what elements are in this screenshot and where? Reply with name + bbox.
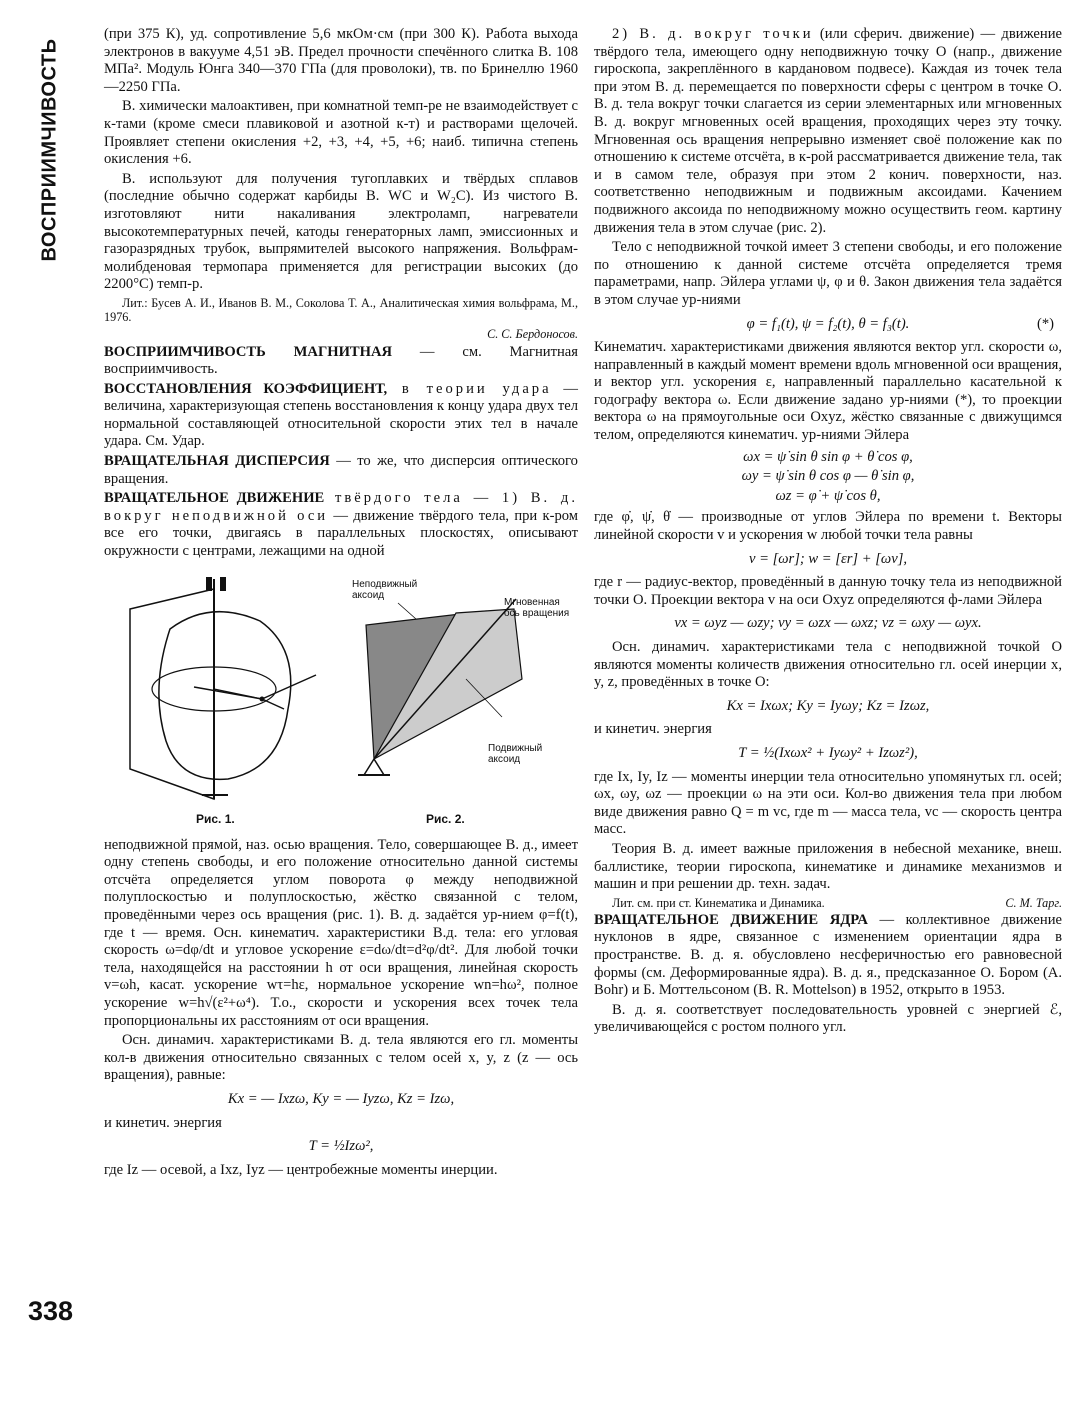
paragraph — [594, 26, 1062, 237]
literature-note: Лит.: Бусев А. И., Иванов В. М., Соколова Т. А., Аналитическая химия вольфрама, М., 1976. — [104, 295, 578, 324]
entry-spaced-text: 2) В. д. вокруг точки — [612, 26, 814, 42]
paragraph: (при 375 К), уд. сопротивление 5,6 мкОм·см (при 300 К). Работа выхода электронов в вакууме 4,51 эВ. Предел прочности спечённого слитка В. 108 МПа². Модуль Юнга 340—370 ГПа (для проволоки), тв. по Бринеллю 1960—2250 ГПа. — [104, 26, 578, 95]
entry-voospriimchivost — [104, 344, 578, 379]
paragraph-text: (или сферич. движение) — движение твёрдого тела, имеющего одну неподвижную точку O (напр., движение гироскопа, закреплённого в кардановом подвесе). Каждая из точек тела при этом В. д. перемещается по поверхности сферы с центром в точке O. В. д. тела вокруг точки слагается из серии элементарных или мгновенных В. д. вокруг мгновенных осей вращения, проходящих через эту точку. Мгновенная ось вращения непрерывно изменяет своё положение как по отношению к системе отсчёта, в к-рой рассматривается движение тела, так и в самом теле, образуя при этом 2 конич. поверхности, наз. соответственно неподвижным и подвижным аксоидами. Качением подвижного аксоида по неподвижному можно осуществить геом. картину движения тела в этом случае (рис. 2). — [594, 26, 1062, 236]
paragraph: В. д. я. соответствует последовательность уровней с энергией ℰ, увеличивающейся с ростом полного угл. — [594, 1001, 1062, 1036]
paragraph: Тело с неподвижной точкой имеет 3 степени свободы, и его положение по отношению к данной системе отсчёта определяется тремя параметрами, напр. Эйлера углами ψ, φ и θ. Закон движения тела задаётся в этом случае ур-ниями — [594, 239, 1062, 308]
entry-spaced-text: в теории удара — [387, 380, 552, 397]
entry-title: ВОССТАНОВЛЕНИЯ КОЭФФИЦИЕНТ, — [104, 380, 388, 397]
equation: ωy = ψ̇ sin θ cos φ — θ̇ sin φ, — [741, 468, 915, 485]
author-signature: С. М. Тарг. — [1005, 895, 1062, 910]
paragraph: где r — радиус-вектор, проведённый в данную точку тела из неподвижной точки O. Проекции вектора v на оси Oxyz определяются ф-лами Эйлера — [594, 574, 1062, 608]
entry-text: — движение твёрдого тела, при к-ром все его точки, двигаясь в параллельных плоскостях, описывают окружности с центрами, лежащими на одной — [104, 507, 578, 560]
figure-1-rotation-about-axis — [110, 569, 340, 809]
entry-spaced-text: твёрдого тела — 1) В. д. вокруг неподвижной оси — [104, 490, 578, 524]
equation-tag: (*) — [1036, 315, 1054, 332]
figure-2-label-instant-axis: Мгновенная ось вращения — [504, 596, 570, 619]
entry-text: — коллективное движение нуклонов в ядре, связанное с изменением ориентации ядра в пространстве. В. д. я. обусловлено несферичностью его равновесной формы (см. Деформированные ядра). В. д. я., предсказанное О. Бором (A. Bohr) и Б. Моттельсоном (B. R. Mottelson) в 1952, открыто в 1953. — [594, 911, 1062, 999]
equation: φ = f₁(t), ψ = f₂(t), θ = f₃(t). — [746, 315, 910, 332]
paragraph: и кинетич. энергия — [104, 1114, 222, 1131]
entry-vrashchatelnaya-dispersiya — [104, 453, 578, 488]
left-column — [104, 26, 578, 1181]
paragraph: и кинетич. энергия — [594, 721, 712, 738]
paragraph: Теория В. д. имеет важные приложения в небесной механике, внеш. баллистике, теории гироскопа, кинематике и динамике механизмов и машин и при решении др. техн. задач. — [594, 840, 1062, 893]
figures — [104, 569, 578, 831]
entry-vrashchatelnoe-dvizhenie-yadra — [594, 912, 1062, 1000]
figure-2-label-fixed-axoid: Неподвижный аксоид — [352, 578, 418, 601]
paragraph: Осн. динамич. характеристиками тела с неподвижной точкой O являются моменты количеств движения относительно гл. осей инерции x, y, z, проведённых в точке O: — [594, 639, 1062, 691]
figure-1-caption: Рис. 1. — [196, 811, 235, 826]
literature-note — [594, 896, 1062, 910]
paragraph: где Ix, Iy, Iz — моменты инерции тела относительно упомянутых гл. осей; ωx, ωy, ωz — проекции ω на эти оси. Кол-во движения тела при любом виде движения равно Q = m vc, где m — масса тела, vc — скорость центра масс. — [594, 768, 1062, 838]
literature-text: Лит. см. при ст. Кинематика и Динамика. — [612, 895, 825, 910]
equation: T = ½(Ixωx² + Iyωy² + Izωz²), — [738, 744, 918, 761]
side-running-header-text: ВОСПРИИМЧИВОСТЬ — [38, 38, 61, 262]
entry-text: — то же, что дисперсия оптического вращения. — [104, 453, 578, 487]
equation-row — [594, 316, 1062, 334]
equation: ωx = ψ̇ sin θ sin φ + θ̇ cos φ, — [743, 448, 913, 465]
entry-title: ВРАЩАТЕЛЬНОЕ ДВИЖЕНИЕ — [104, 490, 325, 507]
paragraph: где Iz — осевой, а Ixz, Iyz — центробежные моменты инерции. — [104, 1161, 498, 1178]
equation: Kx = — Ixzω, Ky = — Iyzω, Kz = Izω, — [227, 1090, 455, 1107]
paragraph: Кинематич. характеристиками движения являются вектор угл. скорости ω, направленный в каждый момент времени вдоль мгновенной оси вращения, и вектор угл. ускорения ε, направленный параллельно касательной к годографу вектора ω. Если движение задано ур-ниями (*), то проекции вектора ω на прямоугольные оси Oxyz, жёстко связанные с движущимся телом, определяются кинематич. ур-ниями Эйлера — [594, 339, 1062, 444]
paragraph: неподвижной прямой, наз. осью вращения. Тело, совершающее В. д., имеет одну степень свободы, и его положение относительно данной системы отсчёта определяется углом поворота φ между неподвижной полуплоскостью и полуплоскостью, жёстко связанной с телом, проведёнными через ось вращения (рис. 1). В. д. задаётся ур-нием φ=f(t), где t — время. Осн. кинематич. характеристики В.д. тела: его угловая скорость ω=dφ/dt и угловое ускорение ε=dω/dt=d²φ/dt². Для любой точки тела, находящейся на расстоянии h от оси вращения, линейная скорость v=ωh, касат. ускорение wτ=hε, нормальное ускорение wn=hω², полное ускорение w=h√(ε²+ω⁴). Т.о., скорости и ускорения всех точек тела пропорциональны их расстояниям от оси вращения. — [104, 836, 578, 1029]
figure-2-caption: Рис. 2. — [426, 811, 465, 826]
author-signature: С. С. Бердоносов. — [487, 326, 578, 341]
equation: ωz = φ̇ + ψ̇ cos θ, — [775, 487, 881, 504]
entry-title: ВРАЩАТЕЛЬНОЕ ДВИЖЕНИЕ ЯДРА — [594, 911, 868, 928]
entry-vosstanovleniya — [104, 381, 578, 451]
figure-2-label-moving-axoid: Подвижный аксоид — [488, 742, 543, 765]
equation: Kx = Ixωx; Ky = Iyωy; Kz = Izωz, — [726, 697, 930, 714]
paragraph: В. используют для получения тугоплавких и твёрдых сплавов (последние обычно содержат карбиды В. WC и W₂C). Из чистого В. изготовляют нити накаливания электроламп, нагреватели высокотемпературных печей, катоды генераторных ламп, эмиссионных и газоразрядных трубок, выпрямителей высокого напряжения. Вольфрам-молибденовая термопара применяется для регистрации высоких (до 2200°С) темп-р. — [104, 170, 578, 293]
entry-title: ВРАЩАТЕЛЬНАЯ ДИСПЕРСИЯ — [104, 453, 330, 470]
paragraph: где φ̇, ψ̇, θ̇ — производные от углов Эйлера по времени t. Векторы линейной скорости v и ускорения w любой точки тела равны — [594, 509, 1062, 544]
right-column — [594, 26, 1062, 1039]
equation: T = ½Izω², — [308, 1138, 374, 1155]
entry-vrashchatelnoe-dvizhenie — [104, 490, 578, 560]
entry-text: — величина, характеризующая степень восстановления к концу удара двух тел нормальной составляющей относительной скорости этих тел в начале удара. См. Удар. — [104, 380, 578, 450]
side-running-header — [30, 30, 70, 270]
page-number: 338 — [28, 1296, 74, 1326]
paragraph: В. химически малоактивен, при комнатной темп-ре не взаимодействует с к-тами (кроме смеси плавиковой и азотной к-т) и растворами щелочей. Проявляет степени окисления +2, +3, +4, +5, +6; наиб. типична степень окисления +6. — [104, 98, 578, 168]
equation: vx = ωyz — ωzy; vy = ωzx — ωxz; vz = ωxy — ωyx. — [674, 615, 982, 632]
entry-text: — см. Магнитная восприимчивость. — [104, 343, 578, 378]
equation: v = [ωr]; w = [εr] + [ωv], — [748, 550, 908, 567]
entry-title: ВОСПРИИМЧИВОСТЬ МАГНИТНАЯ — [104, 343, 393, 360]
paragraph: Осн. динамич. характеристиками В. д. тела являются его гл. моменты кол-в движения относительно связанных с телом осей x, y, z (z — ось вращения), равные: — [104, 1032, 578, 1084]
